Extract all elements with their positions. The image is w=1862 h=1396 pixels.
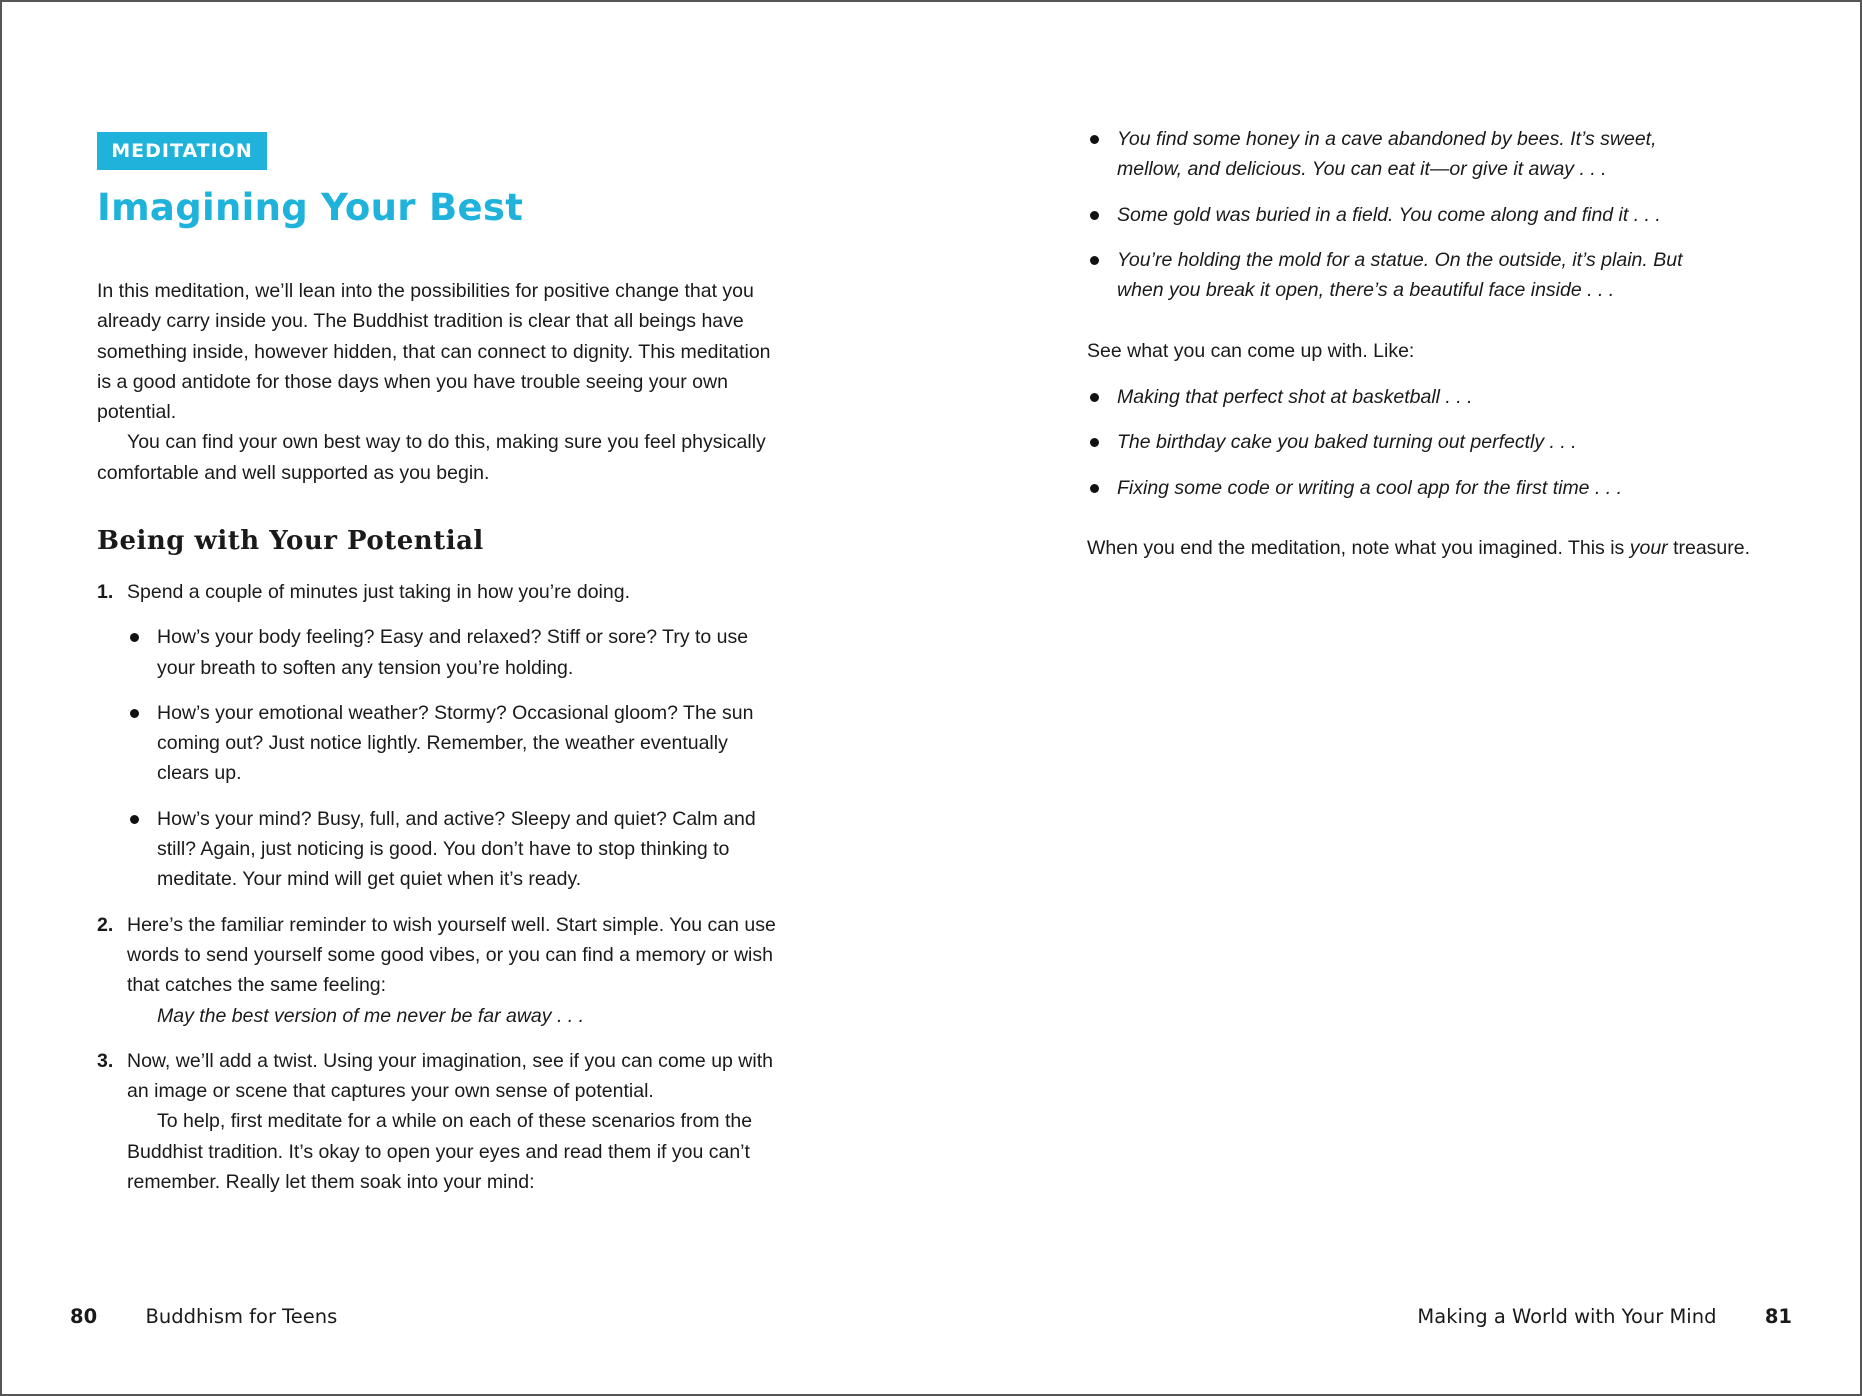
step-1 bbox=[97, 577, 777, 895]
list-item bbox=[1087, 200, 1707, 230]
list-item bbox=[127, 804, 757, 895]
bullet-icon bbox=[1090, 256, 1099, 265]
step-number: 3. bbox=[97, 1049, 114, 1072]
list-item bbox=[1087, 124, 1707, 185]
step-number: 2. bbox=[97, 913, 114, 936]
bullet-icon bbox=[1090, 135, 1099, 144]
closing-text-end: treasure. bbox=[1667, 537, 1751, 559]
step-text: Now, we’ll add a twist. Using your imagination, see if you can come up with an image or scene that captures your own sense of potential. bbox=[127, 1049, 773, 1103]
closing-emphasis: your bbox=[1629, 537, 1668, 559]
bullet-text: The birthday cake you baked turning out perfectly . . . bbox=[1117, 431, 1577, 454]
intro-paragraph-1: In this meditation, we’ll lean into the possibilities for positive change that you already carry inside you. The Buddhist tradition is clear that all beings have something inside, however hidden, that can connect to dignity. This meditation is a good antidote for those days when you have trouble seeing your own potential. bbox=[97, 280, 771, 424]
running-head: Buddhism for Teens bbox=[145, 1305, 338, 1328]
closing-text-start: When you end the meditation, note what you imagined. This is bbox=[1087, 537, 1630, 559]
examples-list bbox=[1087, 382, 1707, 518]
bullet-icon bbox=[130, 709, 139, 718]
intro-paragraph-2: You can find your own best way to do this, making sure you feel physically comfortable and well supported as you begin. bbox=[97, 431, 766, 484]
list-item bbox=[127, 622, 757, 683]
bullet-icon bbox=[1090, 393, 1099, 402]
list-item bbox=[1087, 473, 1707, 503]
page-number: 80 bbox=[70, 1305, 98, 1328]
bullet-icon bbox=[1090, 484, 1099, 493]
step-text: Spend a couple of minutes just taking in how you’re doing. bbox=[127, 581, 630, 603]
right-page bbox=[931, 2, 1860, 1394]
list-item bbox=[127, 698, 757, 789]
steps-list bbox=[97, 577, 777, 1212]
bullet-text: Fixing some code or writing a cool app for the first time . . . bbox=[1117, 476, 1623, 499]
bullet-icon bbox=[1090, 211, 1099, 220]
bullet-text: Making that perfect shot at basketball . . . bbox=[1117, 386, 1473, 408]
closing-text bbox=[1087, 533, 1757, 563]
bullet-text: How’s your emotional weather? Stormy? Occasional gloom? The sun coming out? Just notice lightly. Remember, the weather eventually clears up. bbox=[157, 701, 754, 785]
step-number: 1. bbox=[97, 581, 114, 603]
list-item bbox=[1087, 382, 1707, 412]
bullet-icon bbox=[130, 815, 139, 824]
mantra-text: May the best version of me never be far away . . . bbox=[157, 1004, 585, 1027]
bullet-icon bbox=[1090, 438, 1099, 447]
right-footer bbox=[1417, 1305, 1792, 1328]
section-tag: MEDITATION bbox=[97, 132, 267, 170]
left-page bbox=[2, 2, 931, 1394]
bullet-icon bbox=[130, 633, 139, 642]
step-text-continued: To help, first meditate for a while on each of these scenarios from the Buddhist tradition. It’s okay to open your eyes and read them if you can’t remember. Really let them soak into your mind: bbox=[127, 1110, 753, 1194]
bullet-text: You find some honey in a cave abandoned by bees. It’s sweet, mellow, and delicious. You can eat it—or give it away . . . bbox=[1117, 128, 1657, 181]
section-subhead: Being with Your Potential bbox=[97, 526, 484, 556]
bullet-text: You’re holding the mold for a statue. On the outside, it’s plain. But when you break it open, there’s a beautiful face inside . . . bbox=[1117, 248, 1683, 302]
bullet-text: How’s your body feeling? Easy and relaxed? Stiff or sore? Try to use your breath to soften any tension you’re holding. bbox=[157, 626, 749, 679]
page-number: 81 bbox=[1764, 1305, 1792, 1328]
step-3 bbox=[97, 1046, 777, 1197]
bullet-text: Some gold was buried in a field. You come along and find it . . . bbox=[1117, 203, 1661, 226]
step-1-bullets bbox=[127, 622, 777, 894]
scenario-list bbox=[1087, 124, 1707, 320]
running-head: Making a World with Your Mind bbox=[1417, 1305, 1717, 1328]
step-text: Here’s the familiar reminder to wish yourself well. Start simple. You can use words to send yourself some good vibes, or you can find a memory or wish that catches the same feeling: bbox=[127, 913, 776, 997]
page-title: Imagining Your Best bbox=[97, 186, 524, 229]
left-footer bbox=[70, 1305, 337, 1328]
list-item bbox=[1087, 427, 1707, 457]
list-item bbox=[1087, 245, 1707, 306]
prompt-text: See what you can come up with. Like: bbox=[1087, 340, 1415, 362]
intro-text bbox=[97, 276, 777, 488]
step-2 bbox=[97, 910, 777, 1031]
bullet-text: How’s your mind? Busy, full, and active? Sleepy and quiet? Calm and still? Again, just noticing is good. You don’t have to stop thinking to meditate. Your mind will get quiet when it’s ready. bbox=[157, 807, 756, 891]
